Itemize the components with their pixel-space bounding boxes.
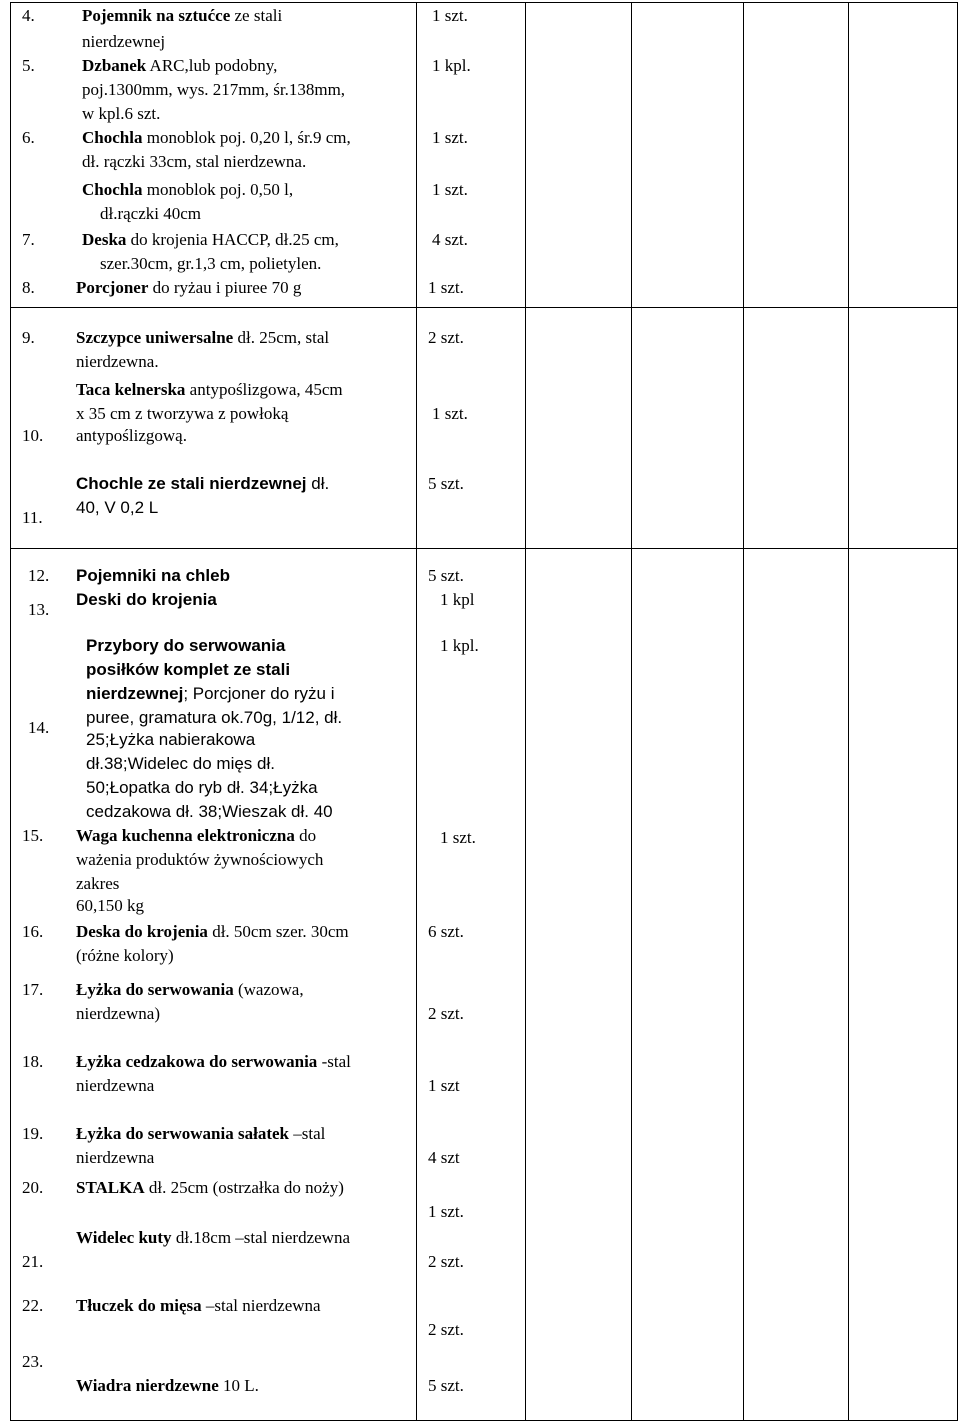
row-9-name: Szczypce uniwersalne dł. 25cm, stal — [76, 328, 330, 347]
row-6-qty: 1 szt. — [432, 128, 468, 147]
row-12-number: 12. — [28, 566, 50, 585]
row-23-number: 23. — [22, 1352, 44, 1371]
row-15-qty: 1 szt. — [440, 828, 476, 847]
row-8-number: 8. — [22, 278, 35, 297]
row-14-name-line8: cedzakowa dł. 38;Wieszak dł. 40 — [86, 802, 333, 821]
row-12-name: Pojemniki na chleb — [76, 566, 230, 585]
row-9-qty: 2 szt. — [428, 328, 464, 347]
row-10-name: Taca kelnerska antypoślizgowa, 45cm — [76, 380, 343, 399]
row-11-name: Chochle ze stali nierdzewnej dł. — [76, 474, 330, 493]
row-14-name-line1: Przybory do serwowania — [86, 636, 286, 655]
row-7-name: Deska do krojenia HACCP, dł.25 cm, — [82, 230, 339, 249]
row-21-qty: 2 szt. — [428, 1252, 464, 1271]
row-13-qty: 1 kpl — [440, 590, 475, 609]
row-17-name-line2: nierdzewna) — [76, 1004, 161, 1023]
row-21-name: Widelec kuty dł.18cm –stal nierdzewna — [76, 1228, 351, 1247]
row-14-name-line3: nierdzewnej; Porcjoner do ryżu i — [86, 684, 335, 703]
row-7-qty: 4 szt. — [432, 230, 468, 249]
row-7-name-line2: szer.30cm, gr.1,3 cm, polietylen. — [100, 254, 322, 273]
row-9-number: 9. — [22, 328, 35, 347]
row-18-number: 18. — [22, 1052, 44, 1071]
row-19-qty: 4 szt — [428, 1148, 460, 1167]
row-16-name: Deska do krojenia dł. 50cm szer. 30cm — [76, 922, 349, 941]
row-6b-name: Chochla monoblok poj. 0,50 l, — [82, 180, 294, 199]
row-18-name-line2: nierdzewna — [76, 1076, 155, 1095]
row-23-qty: 5 szt. — [428, 1376, 464, 1395]
row-4-name: Pojemnik na sztućce ze stali — [82, 6, 283, 25]
row-15-name: Waga kuchenna elektroniczna do — [76, 826, 317, 845]
row-8-qty: 1 szt. — [428, 278, 464, 297]
row-13-number: 13. — [28, 600, 50, 619]
row-15-number: 15. — [22, 826, 44, 845]
row-4-qty: 1 szt. — [432, 6, 468, 25]
row-14-number: 14. — [28, 718, 50, 737]
row-5-name: Dzbanek ARC,lub podobny, — [82, 56, 278, 75]
row-21-number: 21. — [22, 1252, 44, 1271]
row-17-name: Łyżka do serwowania (wazowa, — [76, 980, 304, 999]
row-10-qty: 1 szt. — [432, 404, 468, 423]
row-14-name-line4: puree, gramatura ok.70g, 1/12, dł. — [86, 708, 343, 727]
row-15-name-line4: 60,150 kg — [76, 896, 144, 915]
row-10-number: 10. — [22, 426, 44, 445]
row-22-number: 22. — [22, 1296, 44, 1315]
row-6-name-line2: dł. rączki 33cm, stal nierdzewna. — [82, 152, 307, 171]
row-6-number: 6. — [22, 128, 35, 147]
row-4-number: 4. — [22, 6, 35, 25]
row-22-name: Tłuczek do mięsa –stal nierdzewna — [76, 1296, 321, 1315]
row-9-name-line2: nierdzewna. — [76, 352, 159, 371]
row-17-number: 17. — [22, 980, 44, 999]
row-5-qty: 1 kpl. — [432, 56, 471, 75]
row-14-name-line2: posiłków komplet ze stali — [86, 660, 291, 679]
row-16-name-line2: (różne kolory) — [76, 946, 174, 965]
row-15-name-line2: ważenia produktów żywnościowych — [76, 850, 324, 869]
row-19-name: Łyżka do serwowania sałatek –stal — [76, 1124, 326, 1143]
row-4-name-line2: nierdzewnej — [82, 32, 166, 51]
row-20-number: 20. — [22, 1178, 44, 1197]
row-19-name-line2: nierdzewna — [76, 1148, 155, 1167]
row-14-name-line7: 50;Łopatka do ryb dł. 34;Łyżka — [86, 778, 318, 797]
row-10-name-line3: antypoślizgową. — [76, 426, 187, 445]
row-16-qty: 6 szt. — [428, 922, 464, 941]
row-14-name-line6: dł.38;Widelec do mięs dł. — [86, 754, 275, 773]
row-11-qty: 5 szt. — [428, 474, 464, 493]
row-23-name: Wiadra nierdzewne 10 L. — [76, 1376, 259, 1395]
row-12-qty: 5 szt. — [428, 566, 464, 585]
row-22-qty: 2 szt. — [428, 1320, 464, 1339]
row-7-number: 7. — [22, 230, 35, 249]
row-5-number: 5. — [22, 56, 35, 75]
row-10-name-line2: x 35 cm z tworzywa z powłoką — [76, 404, 289, 423]
row-6b-qty: 1 szt. — [432, 180, 468, 199]
row-18-qty: 1 szt — [428, 1076, 460, 1095]
row-20-qty: 1 szt. — [428, 1202, 464, 1221]
row-14-name-line5: 25;Łyżka nabierakowa — [86, 730, 256, 749]
row-15-name-line3: zakres — [76, 874, 120, 893]
row-8-name: Porcjoner do ryżau i piuree 70 g — [76, 278, 302, 297]
row-14-qty: 1 kpl. — [440, 636, 479, 655]
row-5-name-line3: w kpl.6 szt. — [82, 104, 161, 123]
row-18-name: Łyżka cedzakowa do serwowania -stal — [76, 1052, 351, 1071]
row-13-name: Deski do krojenia — [76, 590, 217, 609]
row-20-name: STALKA dł. 25cm (ostrzałka do noży) — [76, 1178, 344, 1197]
row-6b-name-line2: dł.rączki 40cm — [100, 204, 202, 223]
row-11-name-line2: 40, V 0,2 L — [76, 498, 159, 517]
row-5-name-line2: poj.1300mm, wys. 217mm, śr.138mm, — [82, 80, 346, 99]
row-17-qty: 2 szt. — [428, 1004, 464, 1023]
row-16-number: 16. — [22, 922, 44, 941]
row-6-name: Chochla monoblok poj. 0,20 l, śr.9 cm, — [82, 128, 351, 147]
row-19-number: 19. — [22, 1124, 44, 1143]
row-11-number: 11. — [22, 508, 43, 527]
